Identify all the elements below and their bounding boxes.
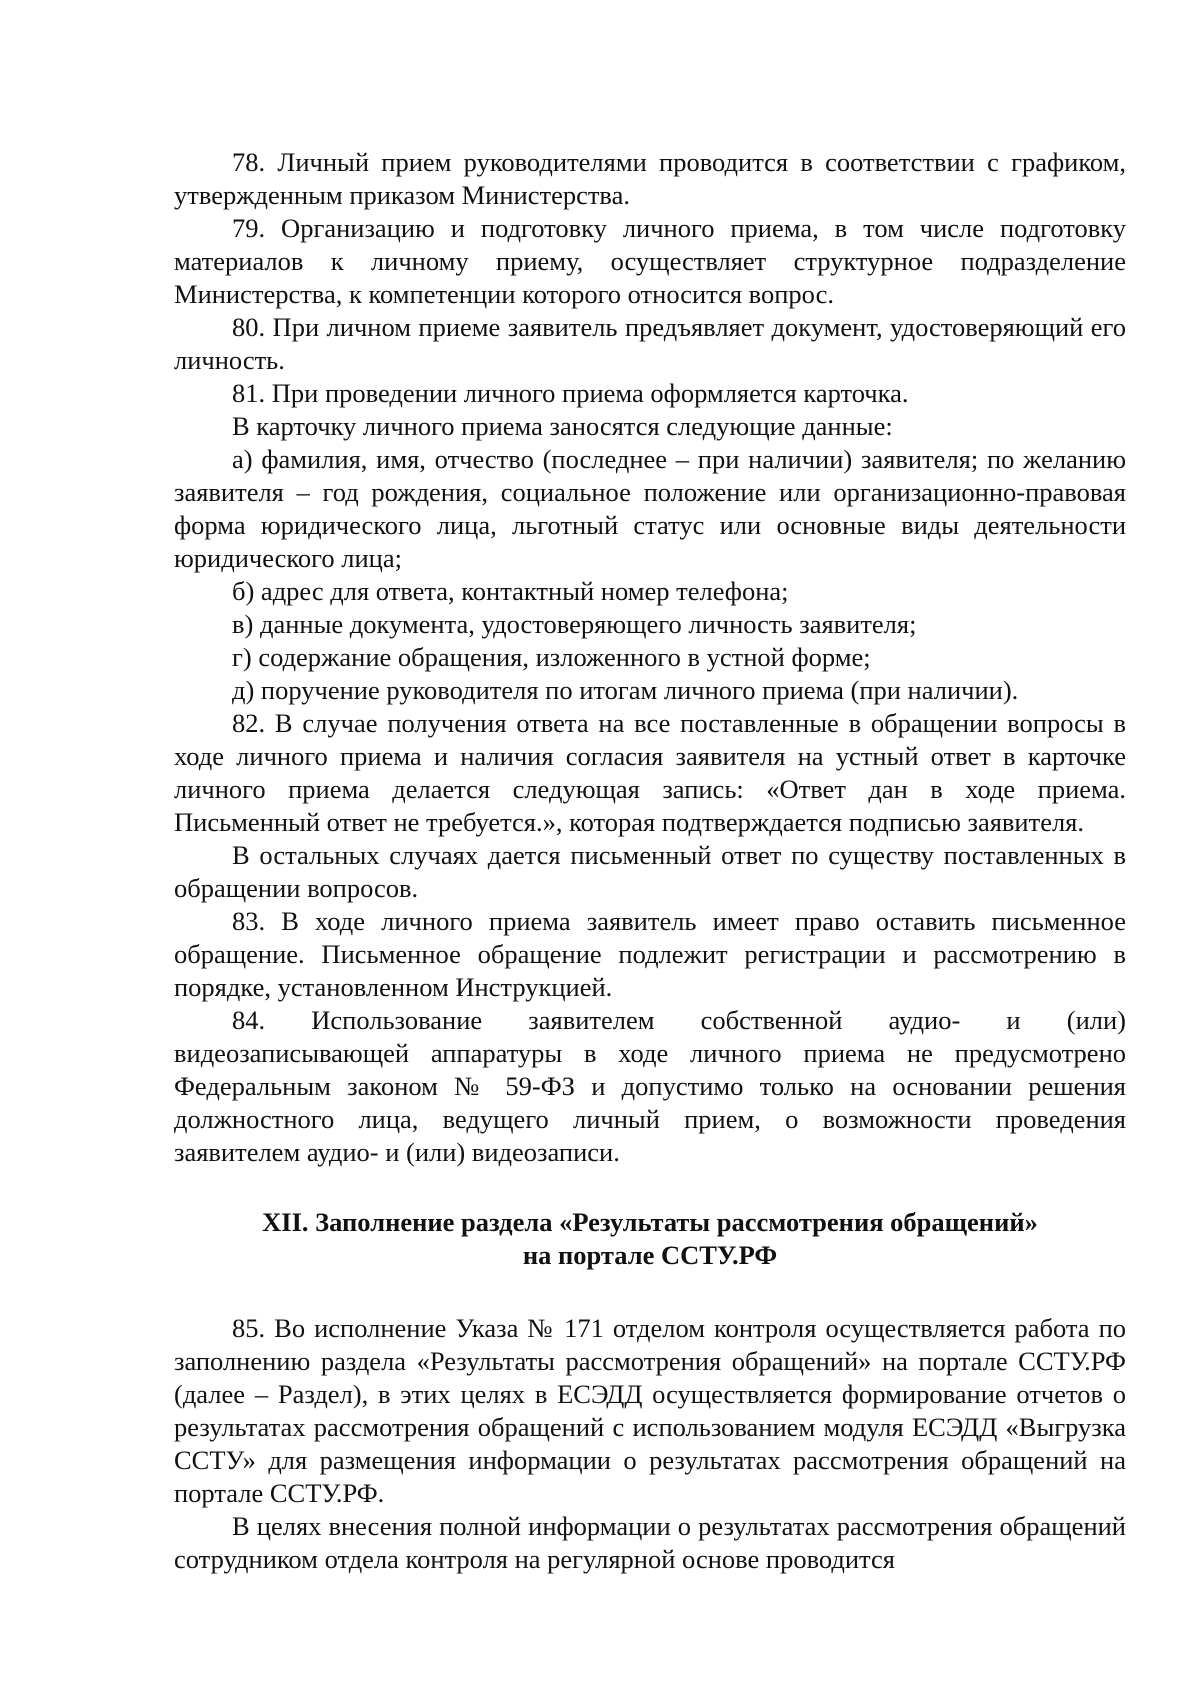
paragraph-84: 84. Использование заявителем собственной аудио- и (или) видеозаписывающей аппаратуры в ходе личного приема не предусмотрено Федеральным законом № 59-ФЗ и допустимо только на основании решения должностного лица, ведущего личный прием, о возможности проведения заявителем аудио- и (или) видеозаписи. [174,1005,1126,1167]
paragraph-81: 81. При проведении личного приема оформляется карточка. [232,378,909,408]
list-item-d: д) поручение руководителя по итогам личного приема (при наличии). [232,675,1019,705]
paragraph-card-intro: В карточку личного приема заносятся следующие данные: [232,411,893,441]
section-heading [174,1206,1126,1272]
paragraph-85: 85. Во исполнение Указа № 171 отделом контроля осуществляется работа по заполнению раздела «Результаты рассмотрения обращений» на портале ССТУ.РФ (далее – Раздел), в этих целях в ЕСЭДД осуществляется формирование отчетов о результатах рассмотрения обращений с использованием модуля ЕСЭДД «Выгрузка ССТУ» для размещения информации о результатах рассмотрения обращений на портале ССТУ.РФ. [174,1313,1126,1508]
document-page [174,146,1126,1576]
list-item-v: в) данные документа, удостоверяющего личность заявителя; [232,609,917,639]
paragraph-79: 79. Организацию и подготовку личного приема, в том числе подготовку материалов к личному приему, осуществляет структурное подразделение Министерства, к компетенции которого относится вопрос. [174,213,1126,309]
paragraph-82-other-cases: В остальных случаях дается письменный ответ по существу поставленных в обращении вопросов. [174,840,1126,903]
paragraph-83: 83. В ходе личного приема заявитель имеет право оставить письменное обращение. Письменное обращение подлежит регистрации и рассмотрению в порядке, установленном Инструкцией. [174,906,1126,1002]
list-item-b: б) адрес для ответа, контактный номер телефона; [232,576,789,606]
paragraph-80: 80. При личном приеме заявитель предъявляет документ, удостоверяющий его личность. [174,312,1126,375]
list-item-a: а) фамилия, имя, отчество (последнее – при наличии) заявителя; по желанию заявителя – год рождения, социальное положение или организационно-правовая форма юридического лица, льготный статус или основные виды деятельности юридического лица; [174,444,1126,573]
section-heading-line1: XII. Заполнение раздела «Результаты рассмотрения обращений» [262,1207,1038,1237]
paragraph-85-continuation: В целях внесения полной информации о результатах рассмотрения обращений сотрудником отдела контроля на регулярной основе проводится [174,1511,1126,1574]
section-heading-line2: на портале ССТУ.РФ [522,1240,778,1270]
paragraph-82: 82. В случае получения ответа на все поставленные в обращении вопросы в ходе личного приема и наличия согласия заявителя на устный ответ в карточке личного приема делается следующая запись: «Ответ дан в ходе приема. Письменный ответ не требуется.», которая подтверждается подписью заявителя. [174,708,1126,837]
list-item-g: г) содержание обращения, изложенного в устной форме; [232,642,871,672]
paragraph-78: 78. Личный прием руководителями проводится в соответствии с графиком, утвержденным приказом Министерства. [174,147,1126,210]
